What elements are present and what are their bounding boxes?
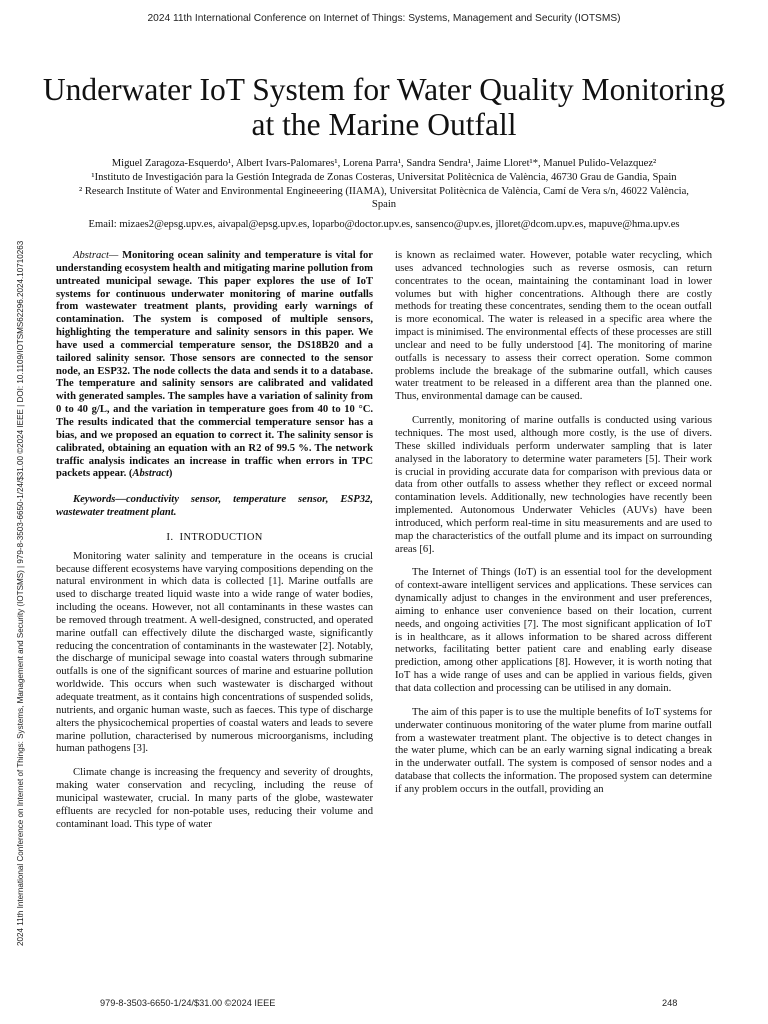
author-emails: Email: mizaes2@epsg.upv.es, aivapal@epsg.upv.es, loparbo@doctor.upv.es, sansenco@upv.es, jlloret@dcom.upv.es, mapuve@hma.upv.es [88,219,680,231]
body-paragraph: Monitoring water salinity and temperature in the oceans is crucial because different ecosystems have varying compositions depending on the natural environment in which data is collected [1]. Marine outfalls are used to discharge treated liquid waste into a wide range of water bodies, including the oceans. However, not all contaminants in these wastes can be removed through treatment. A well-designed, constructed, and operated marine outfall can effectively dilute the discharged waste, significantly reducing the concentration of contaminants in the wastewater [2]. Notably, the discharge of municipal sewage into coastal waters through submarine outfalls is one of the significant sources of marine and estuarine pollution worldwide. This occurs when such wastewater is discharged without adequate treatment, as it contains high concentrations of suspended solids, nutrients, and organic human waste, such as faeces. This type of discharge alters the physicochemical properties of coastal waters and leads to severe marine pollution, characterised by numerous microorganisms, including human pathogens [3]. [56,550,373,755]
body-paragraph: is known as reclaimed water. However, potable water recycling, which uses advanced technologies such as reverse osmosis, can return concentrates to the ocean, maintaining the contaminant load in lower volumes but with higher concentrations. Although there are costly methods for treating these concentrates, sending them to the ocean outfall is more economical. The water is released in a specific area where the impact is minimised. The environmental effects of these processes are still unclear and need to be fully understood [4]. The monitoring of marine outfalls is necessary to assess their correct operation. Some common problems include the breakage of the submarine outfall, which causes water treatment to be released in a different area than the planned one. Thus, environmental damage can be caused. [395,250,712,403]
section-heading-introduction [56,531,373,545]
body-paragraph: Currently, monitoring of marine outfalls is conducted using various techniques. The most used, although more costly, is the use of divers. These skilled individuals perform underwater sampling that is later analysed in the laboratory to determine water parameters [5]. Their work is crucial in providing accurate data for comparison with previous data or data from other outfalls to assess whether they reflect or exceed normal contamination levels. Additionally, new technologies have recently been implemented. Autonomous Underwater Vehicles (AUVs) have been introduced, which perform real-time in situ measurements and are used to map the characteristics of the outfall plume and its impact on surrounding areas [6]. [395,415,712,555]
abstract-tail-end: ) [168,468,173,480]
body-paragraph: The aim of this paper is to use the multiple benefits of IoT systems for underwater continuous monitoring of the water plume from marine outfall from a wastewater treatment plant. The objective is to detect changes in the water plume, which can be an early warning signal indicating a break in the underwater outfall. The system is composed of sensor nodes and a database that collects the information. The proposed system can determine if any problem occurs in the outfall, providing an [395,706,712,795]
page-number: 248 [662,998,678,1008]
abstract-lead: Abstract— [73,250,119,261]
right-column [395,250,712,808]
affiliation-2-cont: Spain [371,199,397,211]
title-line-2: at the Marine Outfall [251,107,517,142]
section-number: I. [166,530,174,543]
body-paragraph: Climate change is increasing the frequency and severity of droughts, making water conservation and recycling, including the reuse of municipal wastewater, crucial. In many parts of the globe, wastewater effluents are recycled for non-potable uses, reducing their volume and contaminant load. This type of water [56,767,373,830]
affiliation-2: ² Research Institute of Water and Environmental Engineeering (IIAMA), Universitat Politècnica de València, Camí de Vera s/n, 46022 València, [79,185,689,197]
section-title-rest: NTRODUCTION [183,531,263,543]
keywords [56,494,373,520]
left-column [56,250,373,842]
keywords-lead: Keywords— [73,494,126,506]
abstract [56,250,373,481]
affiliation-1: ¹Instituto de Investigación para la Gestión Integrada de Zonas Costeras, Universitat Politècnica de València, 46730 Grau de Gandia, Spain [91,171,677,183]
conference-header: 2024 11th International Conference on Internet of Things: Systems, Management and Security (IOTSMS) [147,13,621,24]
title-line-1: Underwater IoT System for Water Quality Monitoring [42,72,726,107]
body-paragraph: The Internet of Things (IoT) is an essential tool for the development of context-aware intelligent services and applications. These services can dynamically adjust to changes in the environment and user preferences, aiming to enhance user convenience based on their location, current needs, and ongoing activities [7]. The most significant application of IoT is in healthcare, as it allows information to be shared across different networks, facilitating better patient care and enabling early disease prediction, among other applications [8]. However, it is worth noting that IoT has a wide range of uses and can be applied in various fields, given that data collection and processing can be utilised in any domain. [395,567,712,694]
keywords-text: conductivity sensor, temperature sensor, ESP32, wastewater treatment plant. [56,494,373,519]
abstract-text: Monitoring ocean salinity and temperature is vital for understanding ecosystem health and mitigating marine pollution from untreated municipal sewage. This paper explores the use of IoT systems for continuous underwater monitoring of marine outfalls from wastewater treatment plants, providing early warnings of contamination. The system is composed of multiple sensors, highlighting the temperature and salinity sensors in this paper. We have used a commercial temperature sensor, the DS18B20 and a tailored salinity sensor. Those sensors are connected to the sensor node, an ESP32. The node collects the data and sends it to a database. The temperature and salinity sensors are calibrated and validated with generated samples. The samples have a variation of salinity from 0 to 40 g/L, and the variation in temperature goes from 40 to 10 °C. The results indicated that the commercial temperature sensor has a bias, and we proposed an equation to correct it. The salinity sensor is calibrated, obtaining an equation with an R2 of 99.5 %. The network traffic analysis indicates an increase in traffic when errors in TPC packets appear. ( [56,250,373,480]
author-names: Miguel Zaragoza-Esquerdo¹, Albert Ivars-Palomares¹, Lorena Parra¹, Sandra Sendra¹, Jaime Lloret¹*, Manuel Pulido-Velazquez² [111,158,657,169]
author-block [40,157,728,232]
side-margin-citation: 2024 11th International Conference on Internet of Things: Systems, Management and Security (IOTSMS) | 979-8-3503-6650-1/24/$31.00 ©2024 IEEE | DOI: 10.1109/IOTSMS62296.2024.10710263 [16,240,25,946]
footer-isbn: 979-8-3503-6650-1/24/$31.00 ©2024 IEEE [100,998,276,1008]
section-title-first: I [179,530,184,543]
paper-title [40,72,728,142]
abstract-tail: Abstract [132,468,169,480]
